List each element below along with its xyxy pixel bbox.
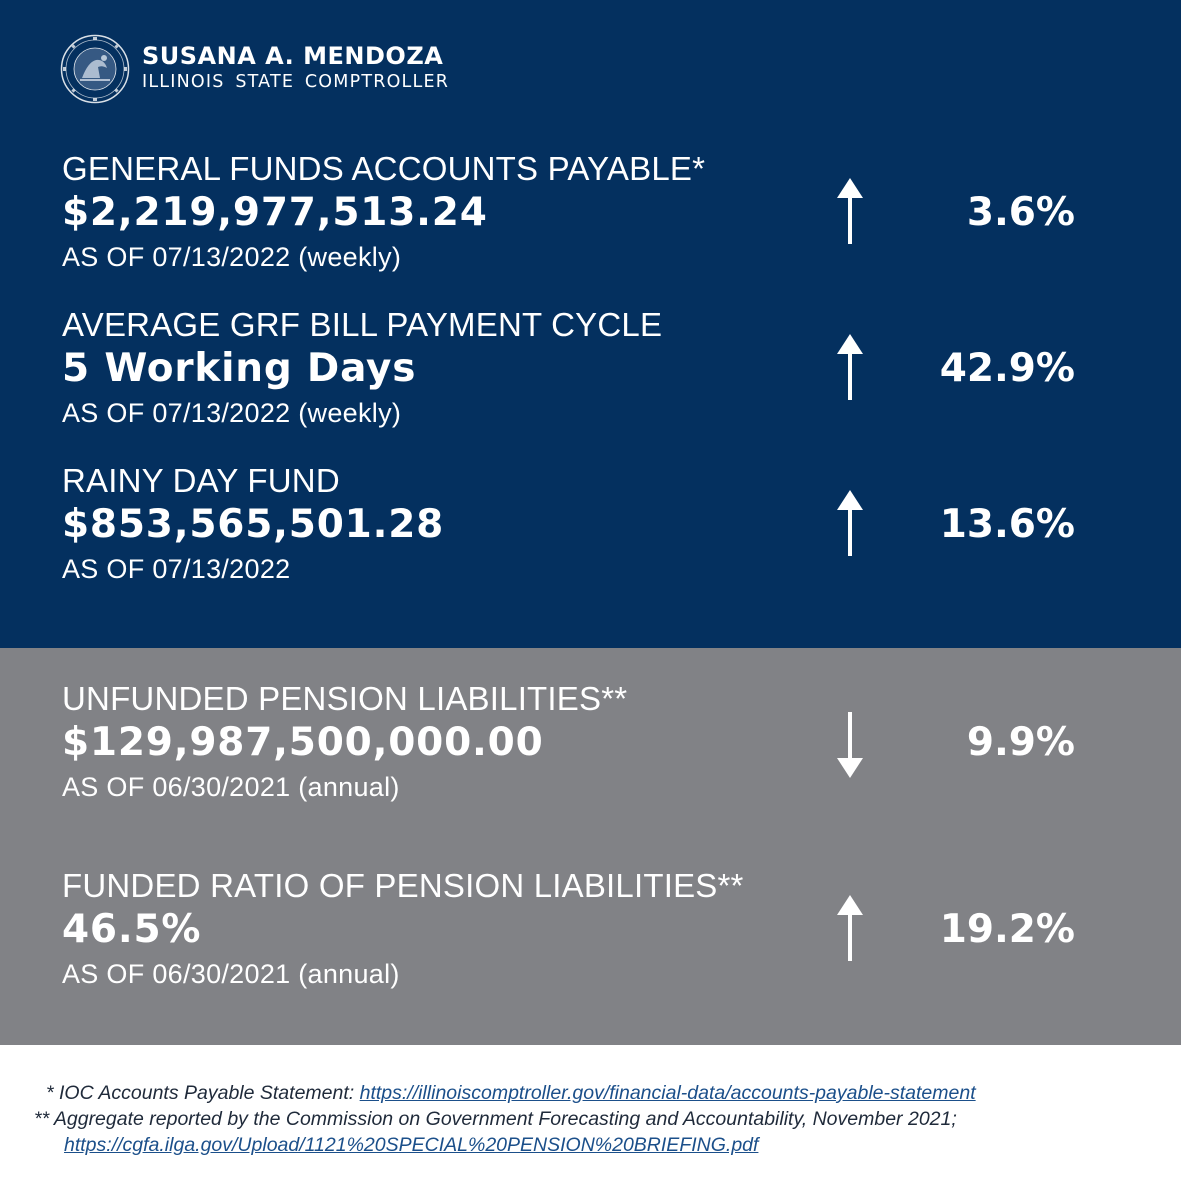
arrow-up-icon <box>832 178 868 248</box>
metric-value: $853,565,501.28 <box>62 502 445 547</box>
metric-payment-cycle <box>62 306 1102 436</box>
metric-label: UNFUNDED PENSION LIABILITIES** <box>62 680 628 717</box>
metric-label: FUNDED RATIO OF PENSION LIABILITIES** <box>62 867 744 904</box>
metric-change: 19.2% <box>939 907 1075 952</box>
metric-value: $2,219,977,513.24 <box>62 190 488 235</box>
metric-change: 13.6% <box>939 502 1075 547</box>
metric-rainy-day-fund <box>62 462 1102 592</box>
footnote-1 <box>34 1080 1154 1106</box>
metric-value: $129,987,500,000.00 <box>62 720 544 765</box>
metric-value: 5 Working Days <box>62 346 417 391</box>
metric-date: AS OF 07/13/2022 <box>62 554 291 584</box>
metric-accounts-payable <box>62 150 1102 280</box>
metric-label: AVERAGE GRF BILL PAYMENT CYCLE <box>62 306 663 343</box>
arrow-up-icon <box>832 334 868 404</box>
metric-label: GENERAL FUNDS ACCOUNTS PAYABLE* <box>62 150 706 187</box>
metric-funded-ratio <box>62 867 1102 997</box>
arrow-down-icon <box>832 708 868 778</box>
metric-value: 46.5% <box>62 907 202 952</box>
metric-unfunded-pension <box>62 680 1102 810</box>
illinois-state-seal-icon <box>60 34 130 104</box>
metric-change: 42.9% <box>939 346 1075 391</box>
metric-change: 3.6% <box>966 190 1075 235</box>
arrow-up-icon <box>832 895 868 965</box>
footnote-1-text: * IOC Accounts Payable Statement: <box>46 1082 360 1104</box>
metric-label: RAINY DAY FUND <box>62 462 340 499</box>
metric-change: 9.9% <box>966 720 1075 765</box>
footnote-2-text: ** Aggregate reported by the Commission on Government Forecasting and Accountability, November 2021; <box>34 1108 957 1130</box>
metric-date: AS OF 07/13/2022 (weekly) <box>62 242 402 272</box>
footnote-2-link-line <box>34 1132 1154 1158</box>
footnote-2 <box>34 1106 1154 1132</box>
metric-date: AS OF 07/13/2022 (weekly) <box>62 398 402 428</box>
footnotes <box>34 1080 1154 1158</box>
metric-date: AS OF 06/30/2021 (annual) <box>62 772 400 802</box>
pension-briefing-link[interactable]: https://cgfa.ilga.gov/Upload/1121%20SPECIAL%20PENSION%20BRIEFING.pdf <box>64 1134 759 1156</box>
arrow-up-icon <box>832 490 868 560</box>
metric-date: AS OF 06/30/2021 (annual) <box>62 959 400 989</box>
comptroller-name: SUSANA A. MENDOZA <box>142 42 444 70</box>
comptroller-title: ILLINOIS STATE COMPTROLLER <box>142 72 450 92</box>
accounts-payable-statement-link[interactable]: https://illinoiscomptroller.gov/financial-data/accounts-payable-statement <box>359 1082 976 1104</box>
